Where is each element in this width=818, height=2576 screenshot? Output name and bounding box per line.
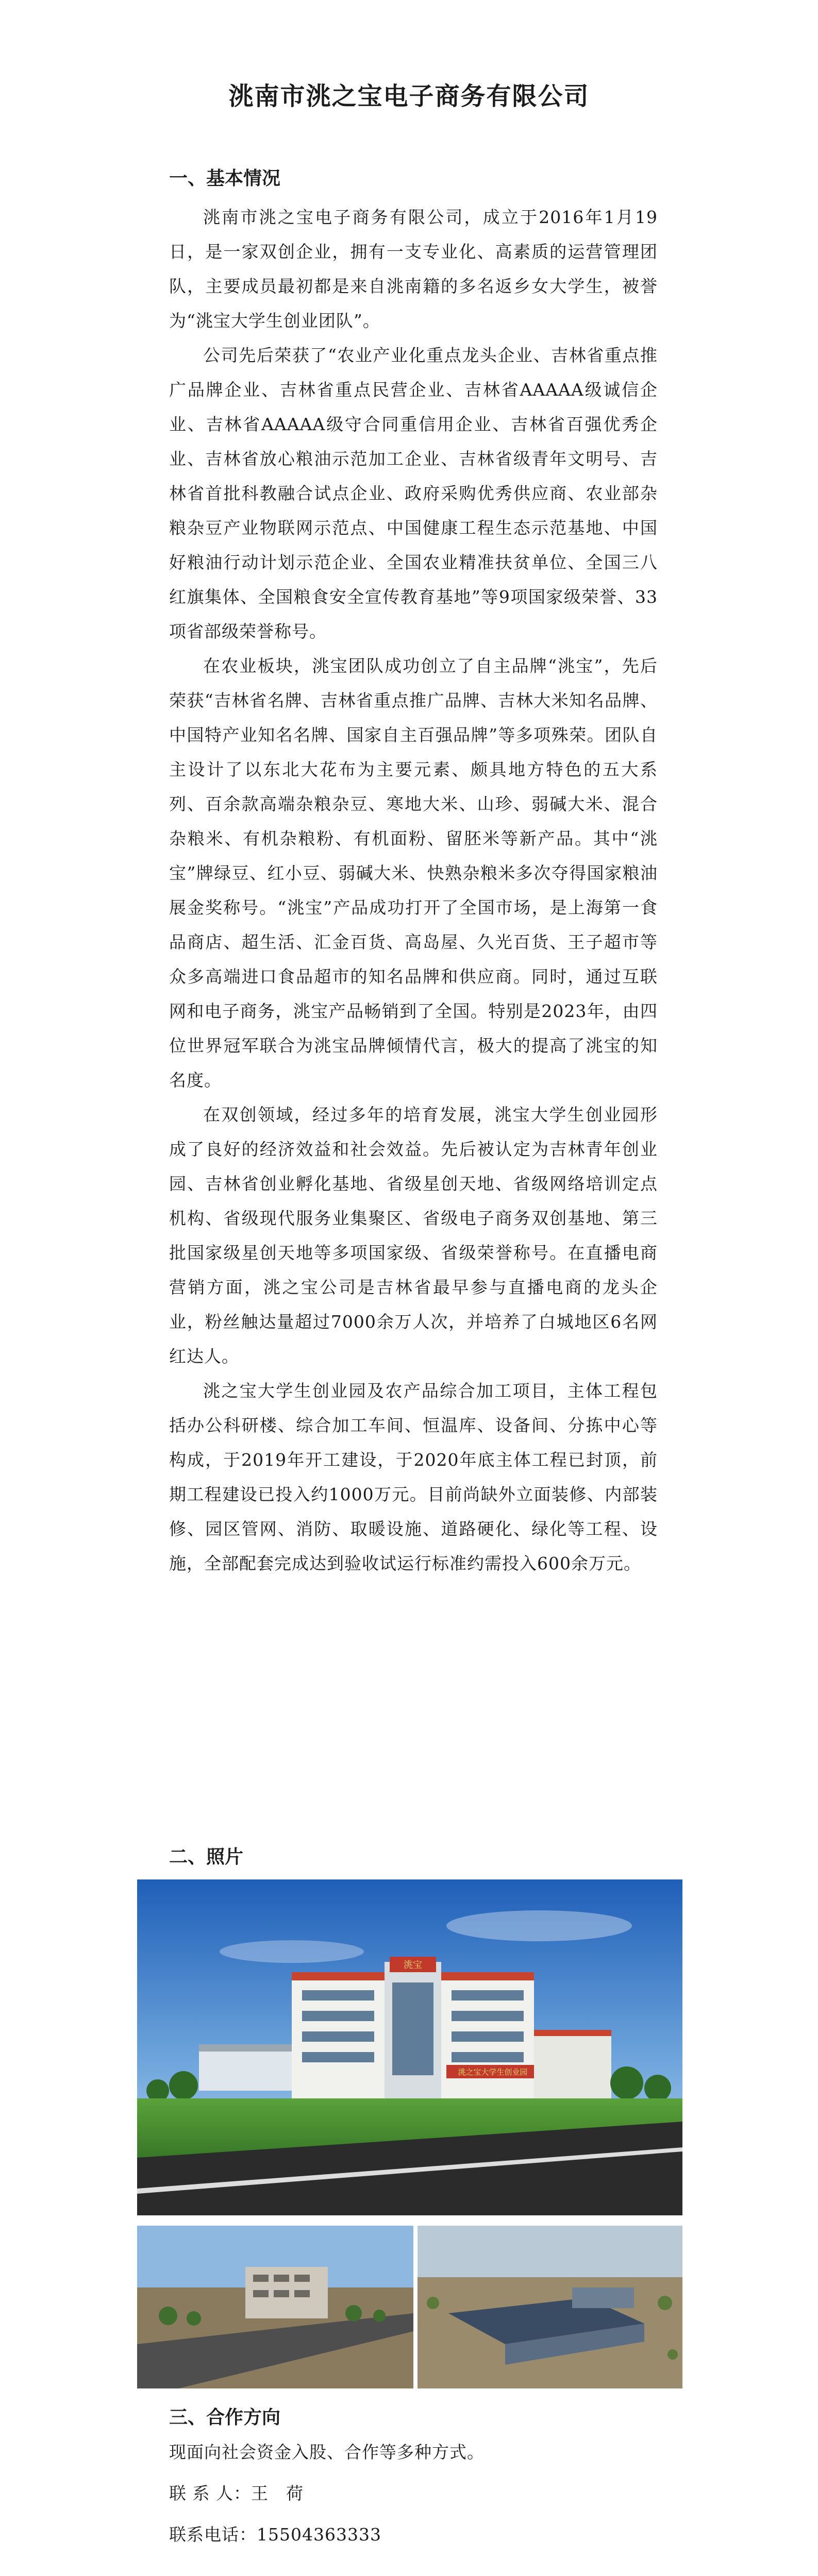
paragraph: 洮南市洮之宝电子商务有限公司，成立于2016年1月19日，是一家双创企业，拥有一支专业化、高素质的运营管理团队，主要成员最初都是来自洮南籍的多名返乡女大学生，被誉为“洮宝大学生创业团队”。 [169, 207, 658, 331]
photo-main-building [137, 1879, 682, 2215]
paragraph: 在农业板块，洮宝团队成功创立了自主品牌“洮宝”，先后荣获“吉林省名牌、吉林省重点推广品牌、吉林大米知名品牌、中国特产业知名名牌、国家自主百强品牌”等多项殊荣。团队自主设计了以东北大花布为主要元素、颇具地方特色的五大系列、百余款高端杂粮杂豆、寒地大米、山珍、弱碱大米、混合杂粮米、有机杂粮粉、有机面粉、留胚米等新产品。其中“洮宝”牌绿豆、红小豆、弱碱大米、快熟杂粮米多次夺得国家粮油展金奖称号。“洮宝”产品成功打开了全国市场，是上海第一食品商店、超生活、汇金百货、高岛屋、久光百货、王子超市等众多高端进口食品超市的知名品牌和供应商。同时，通过互联网和电子商务，洮宝产品畅销到了全国。特别是2023年，由四位世界冠军联合为洮宝品牌倾情代言，极大的提高了洮宝的知名度。 [169, 656, 658, 1090]
document-title: 洮南市洮之宝电子商务有限公司 [228, 82, 590, 111]
paragraph: 在双创领域，经过多年的培育发展，洮宝大学生创业园形成了良好的经济效益和社会效益。先后被认定为吉林青年创业园、吉林省创业孵化基地、省级星创天地、省级网络培训定点机构、省级现代服务业集聚区、省级电子商务双创基地、第三批国家级星创天地等多项国家级、省级荣誉称号。在直播电商营销方面，洮之宝公司是吉林省最早参与直播电商的龙头企业，粉丝触达量超过7000余万人次，并培养了白城地区6名网红达人。 [169, 1105, 658, 1366]
cooperation-text: 现面向社会资金入股、合作等多种方式。 [169, 2442, 485, 2462]
contact-phone: 联系电话：15504363333 [169, 2524, 381, 2545]
building-banner: 洮之宝大学生创业园 [458, 2067, 528, 2077]
contact-person: 联 系 人：王 荷 [169, 2483, 304, 2503]
section-heading-cooperation: 三、合作方向 [169, 2407, 281, 2428]
photo-warehouse-aerial [418, 2226, 682, 2388]
section-heading-photos: 二、照片 [169, 1846, 244, 1868]
paragraph: 公司先后荣获了“农业产业化重点龙头企业、吉林省重点推广品牌企业、吉林省重点民营企业、吉林省AAAAA级诚信企业、吉林省AAAAA级守合同重信用企业、吉林省百强优秀企业、吉林省放心粮油示范加工企业、吉林省级青年文明号、吉林省首批科教融合试点企业、政府采购优秀供应商、农业部杂粮杂豆产业物联网示范点、中国健康工程生态示范基地、中国好粮油行动计划示范企业、全国农业精准扶贫单位、全国三八红旗集体、全国粮食安全宣传教育基地”等9项国家级荣誉、33项省部级荣誉称号。 [169, 345, 658, 641]
building-sign: 洮宝 [404, 1960, 422, 1971]
photo-construction-site [137, 2226, 413, 2388]
section-heading-basic: 一、基本情况 [169, 168, 281, 189]
basic-info-body [169, 200, 658, 1581]
paragraph: 洮之宝大学生创业园及农产品综合加工项目，主体工程包括办公科研楼、综合加工车间、恒温库、设备间、分拣中心等构成，于2019年开工建设，于2020年底主体工程已封顶，前期工程建设已投入约1000万元。目前尚缺外立面装修、内部装修、园区管网、消防、取暖设施、道路硬化、绿化等工程、设施，全部配套完成达到验收试运行标准约需投入600余万元。 [169, 1381, 658, 1573]
